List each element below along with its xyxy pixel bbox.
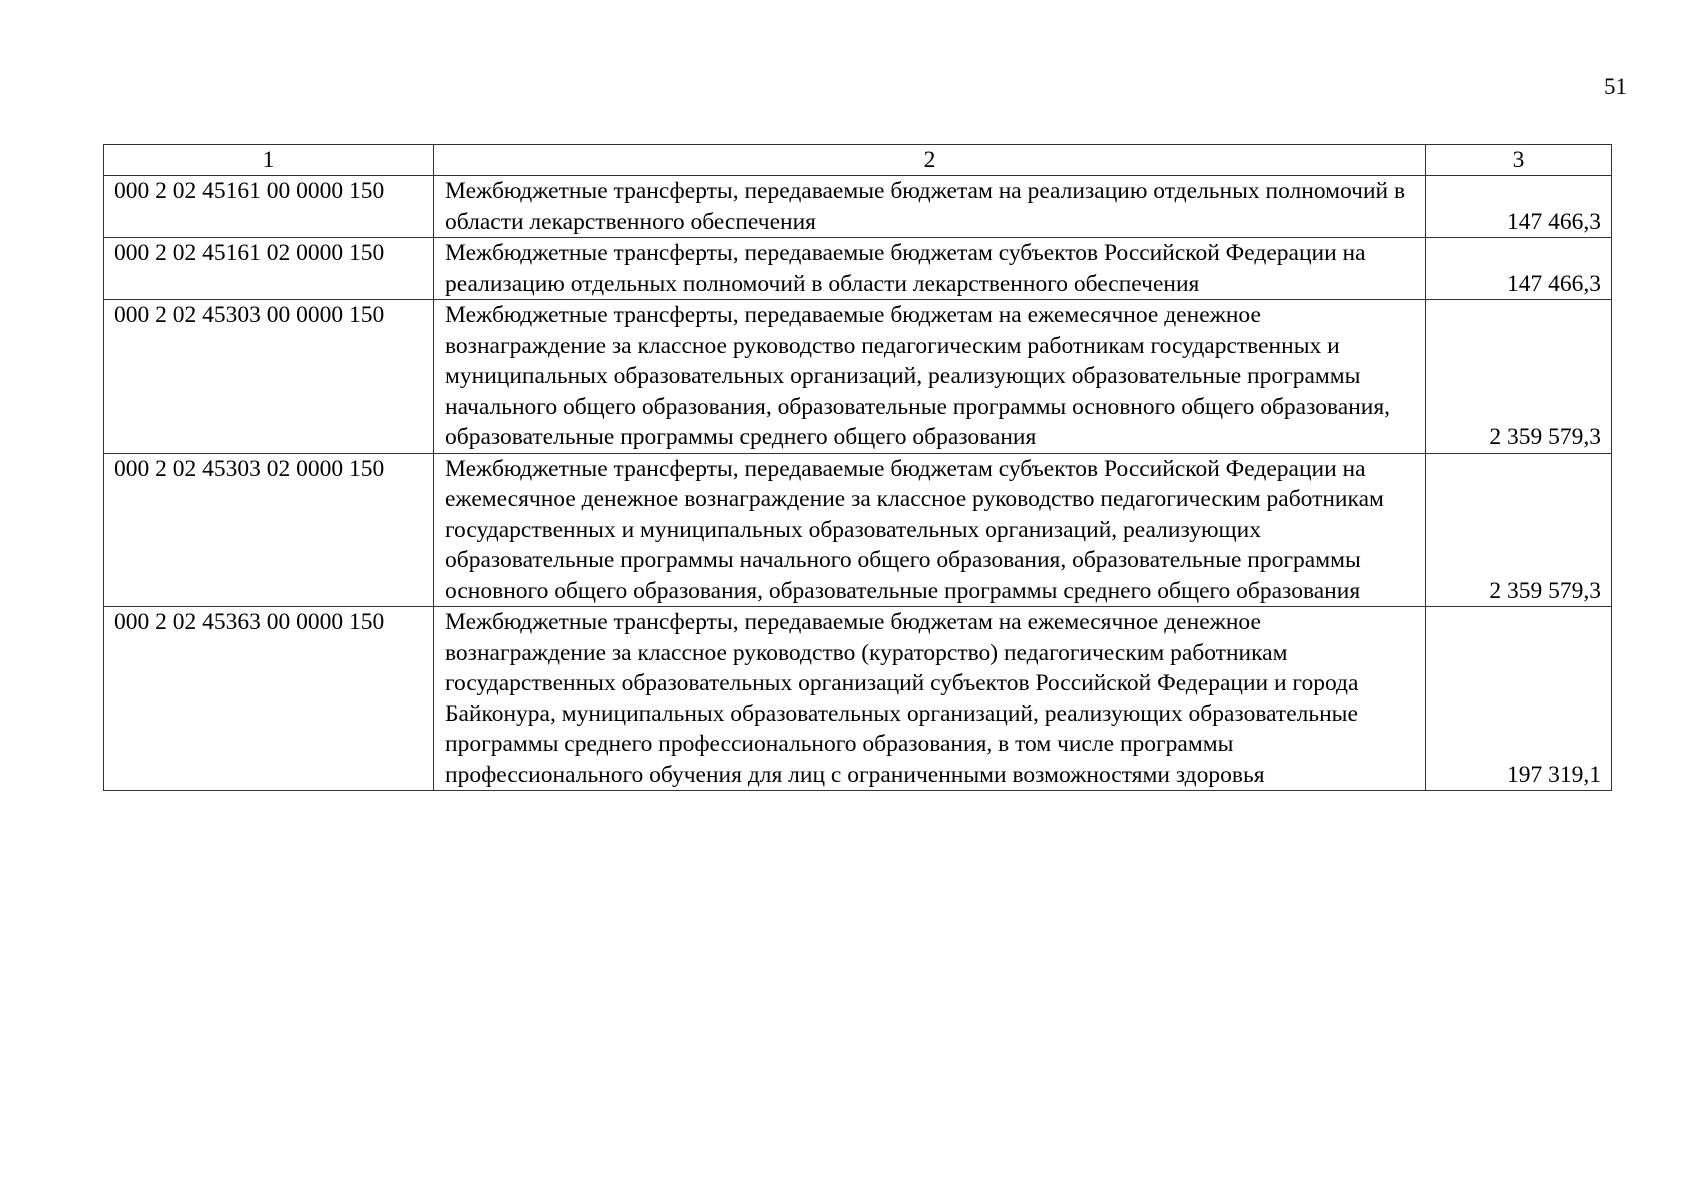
table-row: [104, 300, 1612, 454]
column-header-2: 2: [434, 145, 1426, 176]
budget-code-cell: 000 2 02 45303 02 0000 150: [104, 453, 434, 607]
description-cell: Межбюджетные трансферты, передаваемые бюджетам на ежемесячное денежное вознаграждение за классное руководство (кураторство) педагогическим работникам государственных образовательных организаций субъектов Российской Федерации и города Байконура, муниципальных образовательных организаций, реализующих образовательные программы среднего профессионального образования, в том числе программы профессионального обучения для лиц с ограниченными возможностями здоровья: [434, 607, 1426, 791]
description-cell: Межбюджетные трансферты, передаваемые бюджетам на ежемесячное денежное вознаграждение за классное руководство педагогическим работникам государственных и муниципальных образовательных организаций, реализующих образовательные программы начального общего образования, образовательные программы основного общего образования, образовательные программы среднего общего образования: [434, 300, 1426, 454]
budget-table: [103, 144, 1612, 791]
budget-code-cell: 000 2 02 45363 00 0000 150: [104, 607, 434, 791]
column-header-3: 3: [1426, 145, 1612, 176]
description-cell: Межбюджетные трансферты, передаваемые бюджетам субъектов Российской Федерации на ежемесячное денежное вознаграждение за классное руководство педагогическим работникам государственных и муниципальных образовательных организаций, реализующих образовательные программы начального общего образования, образовательные программы основного общего образования, образовательные программы среднего общего образования: [434, 453, 1426, 607]
table-row: [104, 453, 1612, 607]
table-row: [104, 607, 1612, 791]
budget-code-cell: 000 2 02 45161 00 0000 150: [104, 176, 434, 238]
amount-cell: 2 359 579,3: [1426, 453, 1612, 607]
table-header-row: [104, 145, 1612, 176]
amount-cell: 197 319,1: [1426, 607, 1612, 791]
budget-code-cell: 000 2 02 45303 00 0000 150: [104, 300, 434, 454]
column-header-1: 1: [104, 145, 434, 176]
table-row: [104, 176, 1612, 238]
description-cell: Межбюджетные трансферты, передаваемые бюджетам субъектов Российской Федерации на реализацию отдельных полномочий в области лекарственного обеспечения: [434, 238, 1426, 300]
table-row: [104, 238, 1612, 300]
budget-code-cell: 000 2 02 45161 02 0000 150: [104, 238, 434, 300]
amount-cell: 147 466,3: [1426, 176, 1612, 238]
page-number: 51: [1604, 74, 1627, 99]
description-cell: Межбюджетные трансферты, передаваемые бюджетам на реализацию отдельных полномочий в области лекарственного обеспечения: [434, 176, 1426, 238]
amount-cell: 147 466,3: [1426, 238, 1612, 300]
amount-cell: 2 359 579,3: [1426, 300, 1612, 454]
